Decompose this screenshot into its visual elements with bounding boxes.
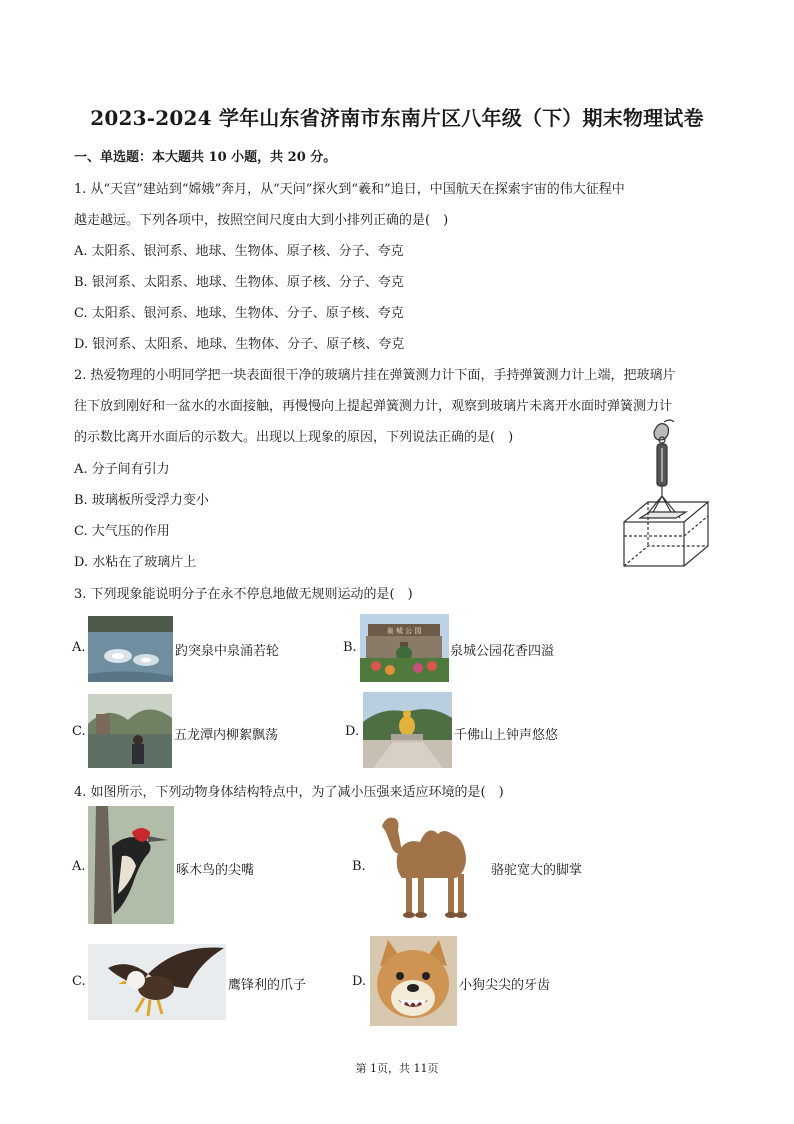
q1-stem-line-1: 1. 从“天宫”建站到“嫦娥”奔月，从“天问”探火到“羲和”追日，中国航天在探索宇宙的伟大征程中 [74, 182, 625, 197]
q3-option-d-letter: D. [345, 724, 360, 739]
q3-option-a-letter: A. [72, 640, 86, 655]
q1-option-c: C. 太阳系、银河系、地球、生物体、分子、原子核、夸克 [74, 306, 404, 321]
q4-option-d-text: 小狗尖尖的牙齿 [459, 978, 551, 993]
page-title: 2023-2024 学年山东省济南市东南片区八年级（下）期末物理试卷 [90, 106, 704, 130]
q4-option-c-eagle-photo [88, 944, 226, 1020]
q4-option-b-camel-photo [372, 808, 487, 924]
q3-option-c-pond-photo [88, 694, 172, 768]
q3-option-c-text: 五龙潭内柳絮飘荡 [174, 728, 279, 743]
q1-stem-line-2: 越走越远。下列各项中，按照空间尺度由大到小排列正确的是( ) [74, 213, 449, 228]
spring-scale-glass-diagram [620, 418, 714, 570]
q4-option-c-text: 鹰锋利的爪子 [228, 978, 307, 993]
q2-option-d: D. 水粘在了玻璃片上 [74, 555, 197, 570]
q4-stem: 4. 如图所示，下列动物身体结构特点中，为了减小压强来适应环境的是( ) [74, 785, 504, 800]
q3-stem: 3. 下列现象能说明分子在永不停息地做无规则运动的是( ) [74, 587, 413, 602]
q3-option-d-temple-photo [363, 692, 452, 768]
q1-option-a: A. 太阳系、银河系、地球、生物体、原子核、分子、夸克 [74, 244, 404, 259]
q3-option-a-text: 趵突泉中泉涌若轮 [175, 644, 280, 659]
q3-option-a-spring-photo [88, 616, 173, 682]
q4-option-b-letter: B. [352, 859, 366, 874]
q3-option-d-text: 千佛山上钟声悠悠 [454, 728, 559, 743]
q4-option-a-letter: A. [72, 859, 86, 874]
q4-option-d-dog-photo [370, 936, 457, 1026]
q1-option-b: B. 银河系、太阳系、地球、生物体、原子核、分子、夸克 [74, 275, 404, 290]
q3-option-b-text: 泉城公园花香四溢 [450, 644, 555, 659]
page-footer: 第 1页，共 11页 [355, 1062, 439, 1075]
q2-stem-line-3: 的示数比离开水面后的示数大。出现以上现象的原因，下列说法正确的是( ) [74, 430, 514, 445]
q3-option-b-park-sign: 泉 城 公 园 [386, 627, 422, 635]
q4-option-d-letter: D. [352, 974, 367, 989]
section-heading: 一、单选题：本大题共 10 小题，共 20 分。 [74, 150, 337, 165]
q4-option-c-letter: C. [72, 974, 86, 989]
q3-option-b-park-photo [360, 614, 449, 682]
q3-option-b-letter: B. [343, 640, 357, 655]
q2-option-c: C. 大气压的作用 [74, 524, 170, 539]
q3-option-c-letter: C. [72, 724, 86, 739]
q4-option-b-text: 骆驼宽大的脚掌 [491, 863, 583, 878]
q2-option-a: A. 分子间有引力 [74, 462, 170, 477]
q2-option-b: B. 玻璃板所受浮力变小 [74, 493, 209, 508]
q2-stem-line-2: 往下放到刚好和一盆水的水面接触，再慢慢向上提起弹簧测力计，观察到玻璃片未离开水面时弹簧测力计 [74, 399, 673, 414]
q1-option-d: D. 银河系、太阳系、地球、生物体、分子、原子核、夸克 [74, 337, 405, 352]
q4-option-a-text: 啄木鸟的尖嘴 [176, 863, 255, 878]
q2-stem-line-1: 2. 热爱物理的小明同学把一块表面很干净的玻璃片挂在弹簧测力计下面，手持弹簧测力计上端，把玻璃片 [74, 368, 676, 383]
q4-option-a-woodpecker-photo [88, 806, 174, 924]
